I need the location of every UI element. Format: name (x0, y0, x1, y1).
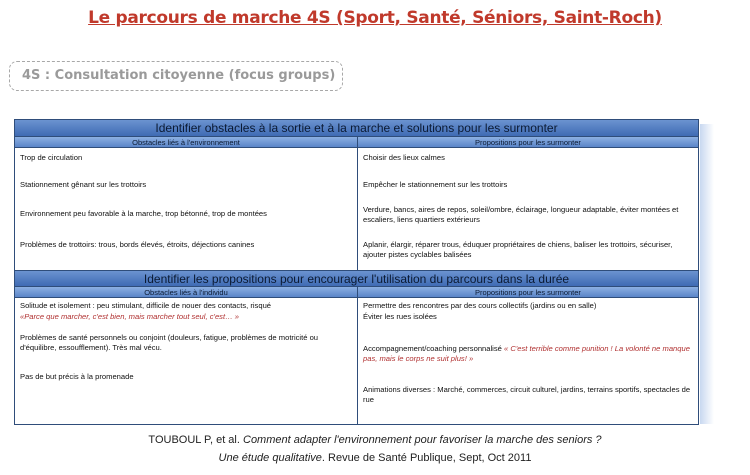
column-divider (357, 287, 358, 424)
reference-title-part-2: Une étude qualitative (218, 452, 322, 464)
s2-right-item-3 (363, 344, 693, 363)
s2-left-item-2: Problèmes de santé personnels ou conjoint (douleurs, fatigue, problèmes de motricité ou d'équilibre, essoufflement). Très mal vécu. (20, 333, 319, 352)
section-2-col-left-header: Obstacles liés à l'individu (15, 287, 357, 298)
reference-title-part-1: Comment adapter l'environnement pour favoriser la marche des seniors ? (243, 434, 602, 446)
section-2-heading: Identifier les propositions pour encourager l'utilisation du parcours dans la durée (15, 270, 698, 287)
reference-line-1 (0, 434, 750, 446)
coaching-quote: « C'est terrible comme punition ! La volonté ne manque pas, mais le corps ne suit plus! » (363, 344, 690, 363)
s2-left-item-1: Solitude et isolement : peu stimulant, difficile de nouer des contacts, risqué (20, 301, 272, 310)
s2-right-item-4: Animations diverses : Marché, commerces, circuit culturel, jardins, terrains sportifs, spectacles de rue (363, 385, 691, 404)
focus-group-table (14, 119, 699, 425)
reference-source: . Revue de Santé Publique, Sept, Oct 2011 (321, 452, 532, 464)
section-badge (9, 61, 343, 91)
s2-left-quote: «Parce que marcher, c'est bien, mais marcher tout seul, c'est… » (20, 312, 239, 321)
s2-left-item-3: Pas de but précis à la promenade (20, 372, 134, 381)
section-1-heading: Identifier obstacles à la sortie et à la marche et solutions pour les surmonter (15, 120, 698, 137)
page-title: Le parcours de marche 4S (Sport, Santé, Séniors, Saint-Roch) (88, 8, 662, 28)
s2-right-item-2: Éviter les rues isolées (363, 312, 437, 321)
s1-left-item-1: Trop de circulation (20, 153, 83, 162)
section-1-col-left-header: Obstacles liés à l'environnement (15, 137, 357, 148)
s1-right-item-2: Empêcher le stationnement sur les trottoirs (363, 180, 508, 189)
coaching-text: Accompagnement/coaching personnalisé (363, 344, 502, 353)
section-1-col-right-header: Propositions pour les surmonter (358, 137, 698, 148)
s2-right-item-1: Permettre des rencontres par des cours collectifs (jardins ou en salle) (363, 301, 597, 310)
section-2-col-right-header: Propositions pour les surmonter (358, 287, 698, 298)
column-divider (357, 137, 358, 270)
reference-authors: TOUBOUL P, et al. (148, 434, 240, 446)
s1-right-item-3: Verdure, bancs, aires de repos, soleil/ombre, éclairage, longueur adaptable, éviter montées et escaliers, liens quartiers extérieurs (363, 205, 679, 224)
decorative-glow (700, 124, 714, 424)
badge-label: 4S : Consultation citoyenne (focus groups) (22, 68, 336, 83)
reference-line-2 (0, 452, 750, 464)
s1-right-item-4: Aplanir, élargir, réparer trous, éduquer propriétaires de chiens, baliser les trottoirs, sécuriser, ajouter pistes cyclables balisées (363, 240, 673, 259)
s1-left-item-4: Problèmes de trottoirs: trous, bords élevés, étroits, déjections canines (20, 240, 255, 249)
s1-left-item-3: Environnement peu favorable à la marche, trop bétonné, trop de montées (20, 209, 267, 218)
s1-right-item-1: Choisir des lieux calmes (363, 153, 445, 162)
s1-left-item-2: Stationnement gênant sur les trottoirs (20, 180, 147, 189)
